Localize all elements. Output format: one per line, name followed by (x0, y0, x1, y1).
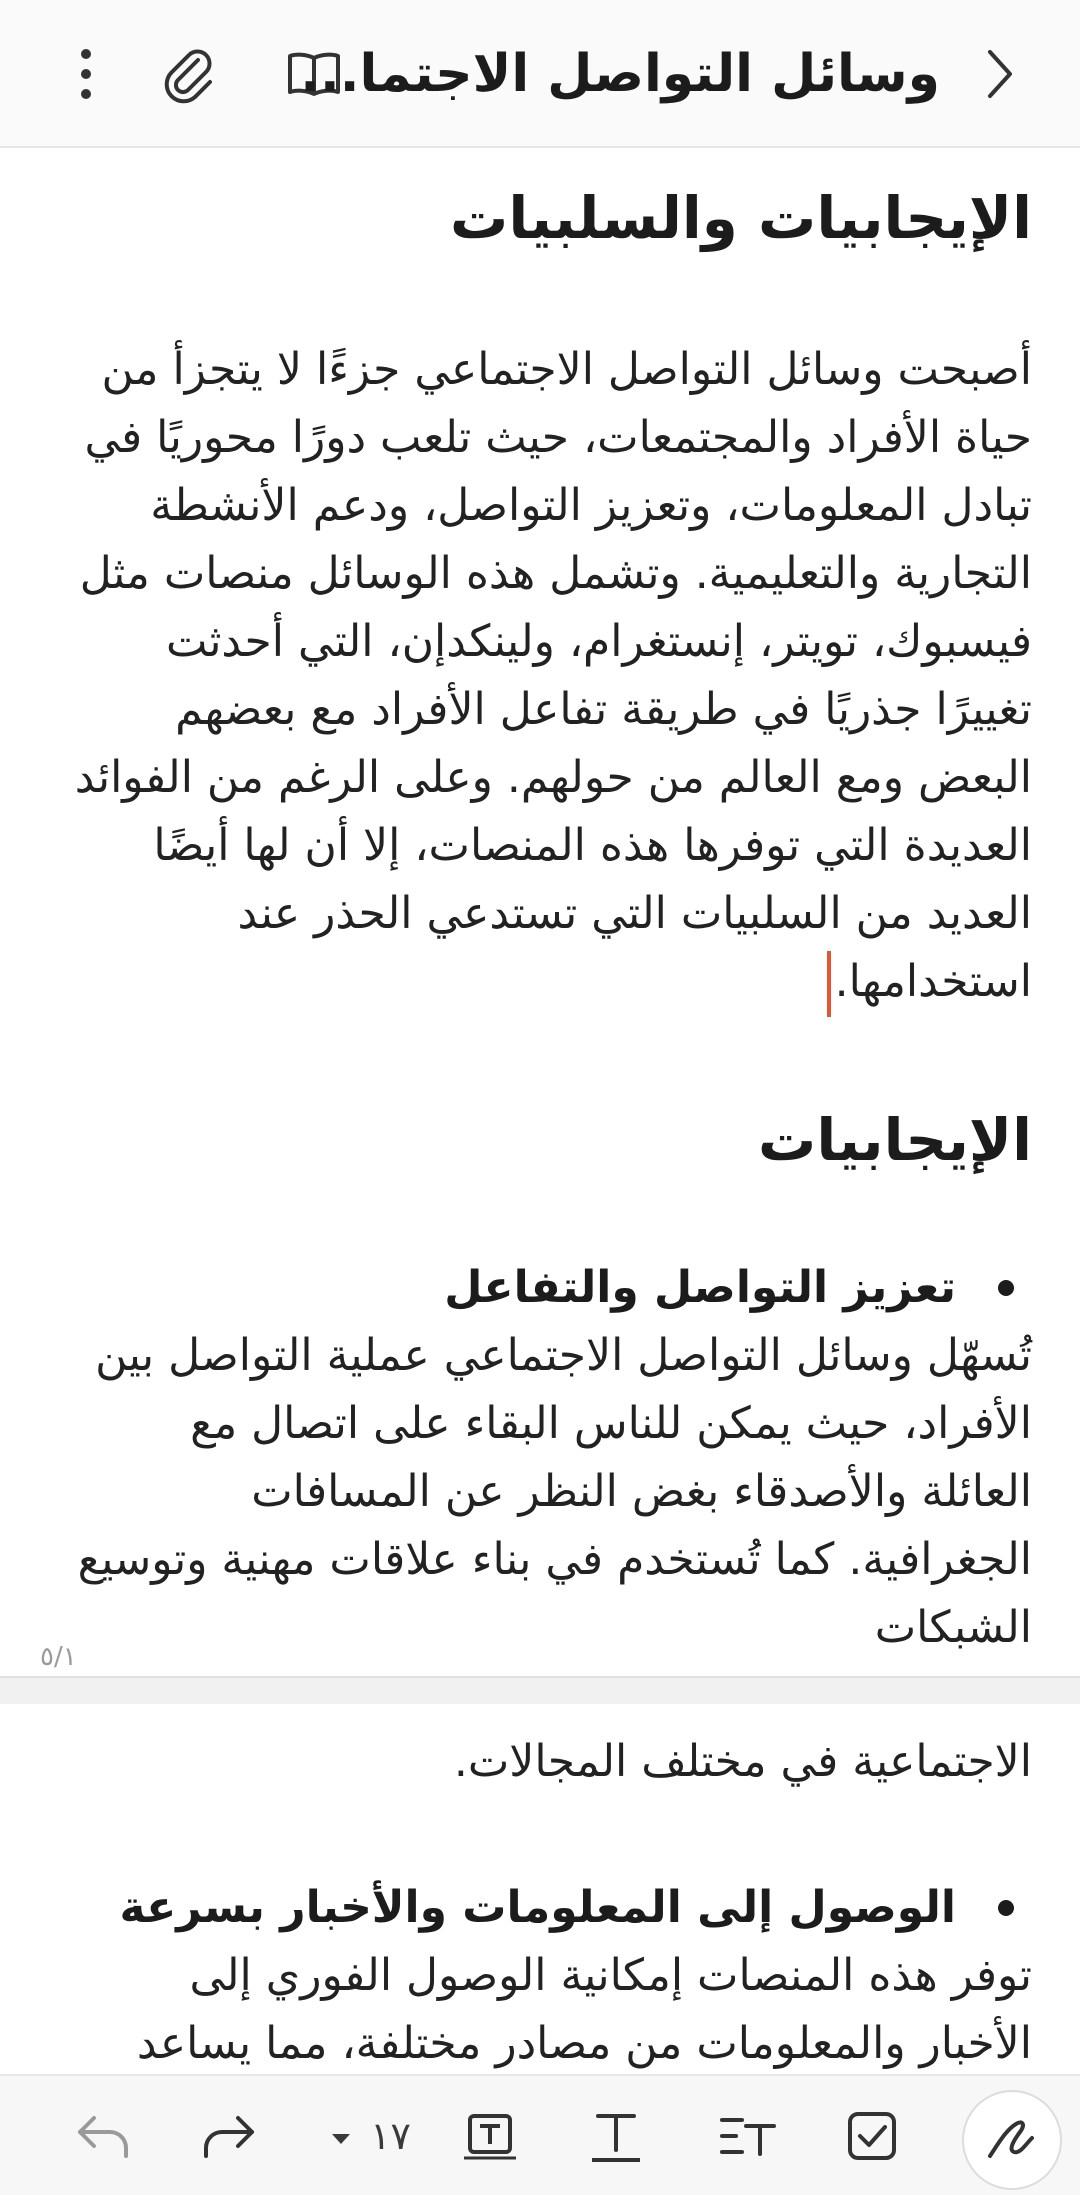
bullet-item-1[interactable] (72, 1254, 1032, 1322)
paperclip-icon[interactable] (158, 44, 218, 104)
bullet-paragraph[interactable]: تُسهّل وسائل التواصل الاجتماعي عملية التواصل بين الأفراد، حيث يمكن للناس البقاء على اتصال مع العائلة والأصدقاء بغض النظر عن المسافات الجغرافية. كما تُستخدم في بناء علاقات مهنية وتوسيع الشبكات (77, 1330, 1032, 1653)
undo-icon[interactable] (72, 2104, 136, 2168)
document-title[interactable]: وسائل التواصل الاجتما... (300, 44, 940, 104)
checkbox-icon[interactable] (840, 2104, 904, 2168)
bullet-dot (998, 1280, 1014, 1296)
chevron-right-icon[interactable] (980, 44, 1020, 104)
text-format-icon[interactable] (716, 2104, 780, 2168)
app-bar (0, 0, 1080, 148)
bullet-item-2[interactable] (72, 1874, 1032, 1942)
text-cursor (827, 951, 831, 1017)
page-1 (0, 148, 1080, 1676)
subheading-positives[interactable]: الإيجابيات (758, 1106, 1032, 1174)
intro-block[interactable] (72, 336, 1032, 1017)
more-vertical-icon[interactable] (66, 44, 106, 104)
bullet-dot (998, 1900, 1014, 1916)
page-2 (0, 1704, 1080, 2074)
bullet-title: الوصول إلى المعلومات والأخبار بسرعة (119, 1882, 956, 1933)
bullet-title: تعزيز التواصل والتفاعل (444, 1262, 956, 1313)
page-number: ٥/١ (40, 1642, 77, 1672)
font-size-value: ١٧ (370, 2114, 411, 2158)
intro-paragraph[interactable] (72, 336, 1032, 1017)
bullet-paragraph[interactable]: توفر هذه المنصات إمكانية الوصول الفوري إلى الأخبار والمعلومات من مصادر مختلفة، مما يساعد (136, 1950, 1032, 2069)
font-size-dropdown[interactable] (330, 2108, 411, 2164)
text-box-icon[interactable] (460, 2104, 524, 2168)
pen-button[interactable] (962, 2090, 1062, 2190)
text-style-icon[interactable] (584, 2104, 648, 2168)
intro-text: أصبحت وسائل التواصل الاجتماعي جزءًا لا يتجزأ من حياة الأفراد والمجتمعات، حيث تلعب دورًا محوريًا في تبادل المعلومات، وتعزيز التواصل، ودعم الأنشطة التجارية والتعليمية. وتشمل هذه الوسائل منصات مثل فيسبوك، تويتر، إنستغرام، ولينكدإن، التي أحدثت تغييرًا جذريًا في طريقة تفاعل الأفراد مع بعضهم البعض ومع العالم من حولهم. وعلى الرغم من الفوائد العديدة التي توفرها هذه المنصات، إلا أن لها أيضًا العديد من السلبيات التي تستدعي الحذر عند استخدامها. (74, 344, 1032, 1007)
editor-toolbar (0, 2074, 1080, 2195)
redo-icon[interactable] (196, 2104, 260, 2168)
pen-icon (964, 2092, 1060, 2188)
section-heading[interactable]: الإيجابيات والسلبيات (450, 184, 1032, 252)
page-separator (0, 1676, 1080, 1706)
continuation-text[interactable]: الاجتماعية في مختلف المجالات. (453, 1736, 1032, 1787)
chevron-down-icon (330, 2132, 352, 2146)
